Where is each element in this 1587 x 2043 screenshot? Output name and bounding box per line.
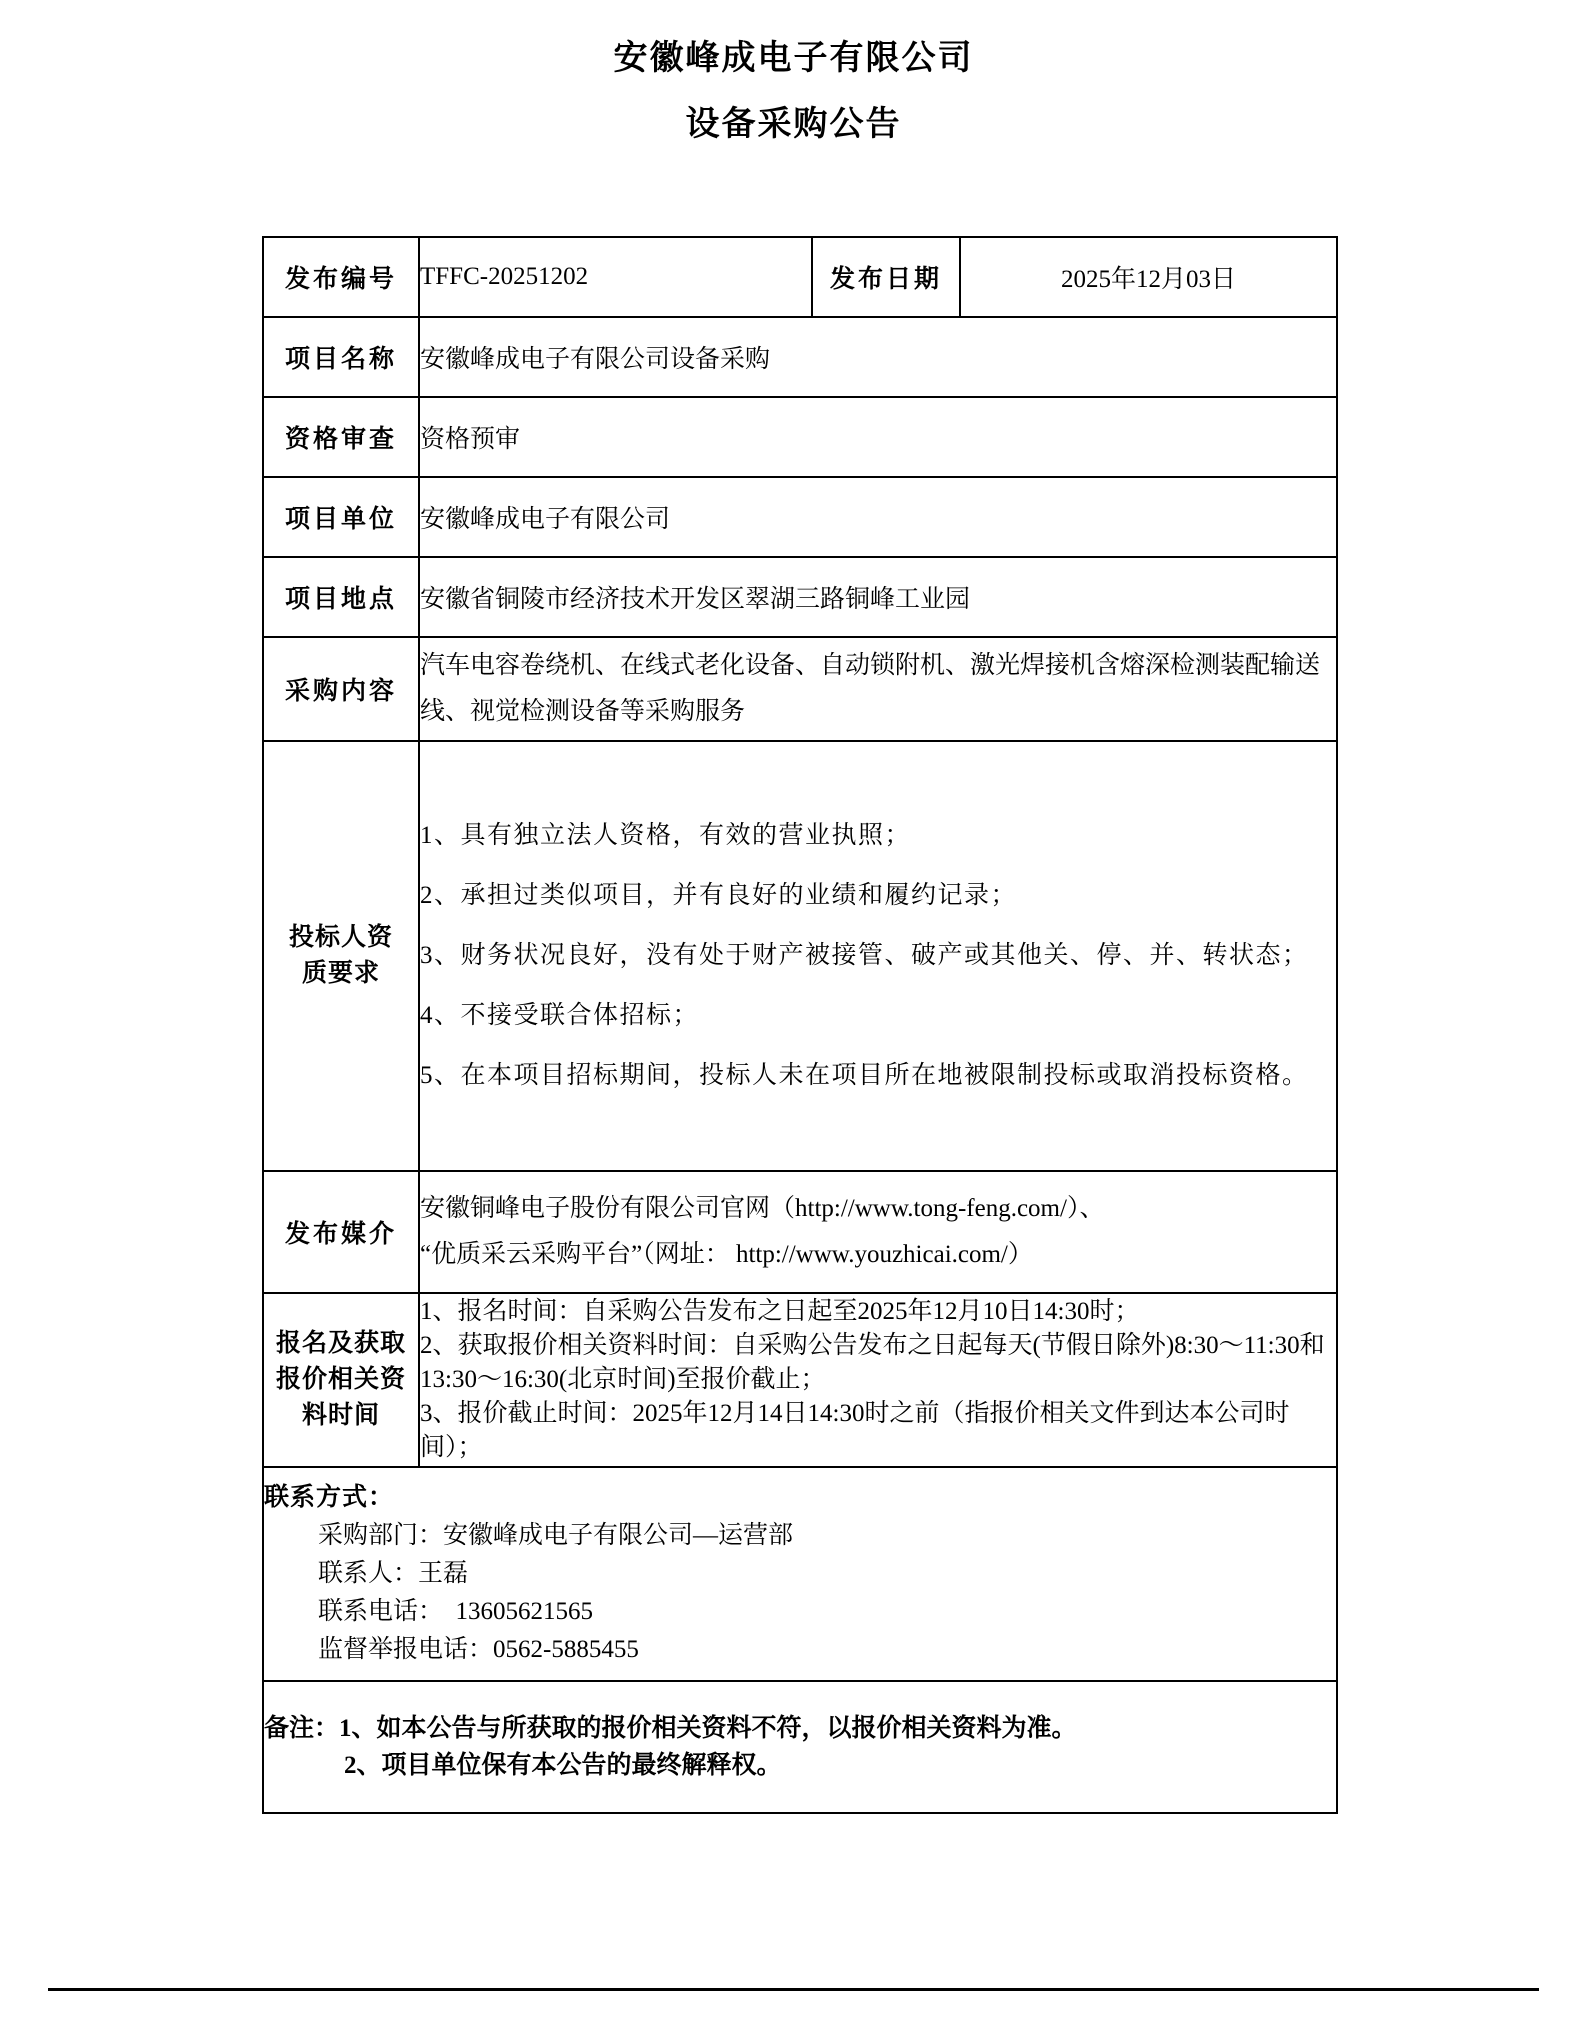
project-name-value: 安徽峰成电子有限公司设备采购 — [419, 317, 1337, 397]
table-row-registration-schedule — [263, 1293, 1337, 1467]
qualification-review-value: 资格预审 — [419, 397, 1337, 477]
publish-media-label: 发布媒介 — [263, 1171, 419, 1293]
company-title: 安徽峰成电子有限公司 — [613, 39, 974, 77]
contact-person: 联系人：王磊 — [318, 1560, 469, 1587]
bidder-qualification-label-text: 投标人资质要求 — [288, 923, 393, 987]
footer-divider — [48, 1988, 1539, 1991]
schedule-line: 1、报名时间：自采购公告发布之日起至2025年12月10日14:30时； — [420, 1298, 1140, 1325]
publish-date-value: 2025年12月03日 — [960, 237, 1337, 317]
table-row-project-name — [263, 317, 1337, 397]
procurement-content-value: 汽车电容卷绕机、在线式老化设备、自动锁附机、激光焊接机含熔深检测装配输送线、视觉检测设备等采购服务 — [419, 637, 1337, 741]
table-row-project-location — [263, 557, 1337, 637]
qualification-item: 5、在本项目招标期间，投标人未在项目所在地被限制投标或取消投标资格。 — [420, 1062, 1309, 1089]
qualification-review-label: 资格审查 — [263, 397, 419, 477]
publish-media-line: “优质采云采购平台”（网址： http://www.youzhicai.com/） — [420, 1241, 1033, 1268]
contact-section — [263, 1467, 1337, 1681]
publish-date-label: 发布日期 — [812, 237, 960, 317]
table-row-publish — [263, 237, 1337, 317]
project-unit-label: 项目单位 — [263, 477, 419, 557]
bidder-qualification-value — [419, 741, 1337, 1171]
project-location-label: 项目地点 — [263, 557, 419, 637]
qualification-item: 2、承担过类似项目，并有良好的业绩和履约记录； — [420, 882, 1018, 909]
table-row-bidder-qualification — [263, 741, 1337, 1171]
schedule-line: 2、获取报价相关资料时间：自采购公告发布之日起每天(节假日除外)8:30～11:30和13:30～16:30(北京时间)至报价截止； — [420, 1332, 1325, 1393]
announcement-table — [262, 236, 1338, 1814]
project-location-value: 安徽省铜陵市经济技术开发区翠湖三路铜峰工业园 — [419, 557, 1337, 637]
qualification-item: 3、财务状况良好，没有处于财产被接管、破产或其他关、停、并、转状态； — [420, 942, 1309, 969]
remark-section — [263, 1681, 1337, 1813]
registration-schedule-label-text: 报名及获取报价相关资料时间 — [275, 1329, 406, 1430]
qualification-item: 4、不接受联合体招标； — [420, 1002, 700, 1029]
table-row-project-unit — [263, 477, 1337, 557]
project-unit-value: 安徽峰成电子有限公司 — [419, 477, 1337, 557]
table-row-publish-media — [263, 1171, 1337, 1293]
bidder-qualification-label — [263, 741, 419, 1171]
table-row-procurement-content — [263, 637, 1337, 741]
contact-department: 采购部门：安徽峰成电子有限公司—运营部 — [318, 1522, 794, 1549]
registration-schedule-value — [419, 1293, 1337, 1467]
project-name-label: 项目名称 — [263, 317, 419, 397]
publish-no-value: TFFC-20251202 — [419, 237, 812, 317]
table-row-contact — [263, 1467, 1337, 1681]
announcement-title: 设备采购公告 — [685, 105, 902, 143]
publish-media-value — [419, 1171, 1337, 1293]
table-row-qualification-review — [263, 397, 1337, 477]
registration-schedule-label — [263, 1293, 419, 1467]
schedule-line: 3、报价截止时间：2025年12月14日14:30时之前（指报价相关文件到达本公司时间）； — [420, 1400, 1290, 1461]
contact-heading: 联系方式： — [264, 1484, 395, 1511]
table-row-remark — [263, 1681, 1337, 1813]
remark-line-1: 备注：1、如本公告与所获取的报价相关资料不符，以报价相关资料为准。 — [264, 1715, 1077, 1742]
publish-no-label: 发布编号 — [263, 237, 419, 317]
publish-media-line: 安徽铜峰电子股份有限公司官网（http://www.tong-feng.com/）、 — [420, 1195, 1105, 1222]
contact-phone: 联系电话： 13605621565 — [318, 1598, 594, 1625]
procurement-content-label: 采购内容 — [263, 637, 419, 741]
qualification-item: 1、具有独立法人资格，有效的营业执照； — [420, 822, 912, 849]
remark-line-2: 2、项目单位保有本公告的最终解释权。 — [344, 1752, 782, 1779]
supervision-phone: 监督举报电话：0562-5885455 — [318, 1636, 639, 1663]
